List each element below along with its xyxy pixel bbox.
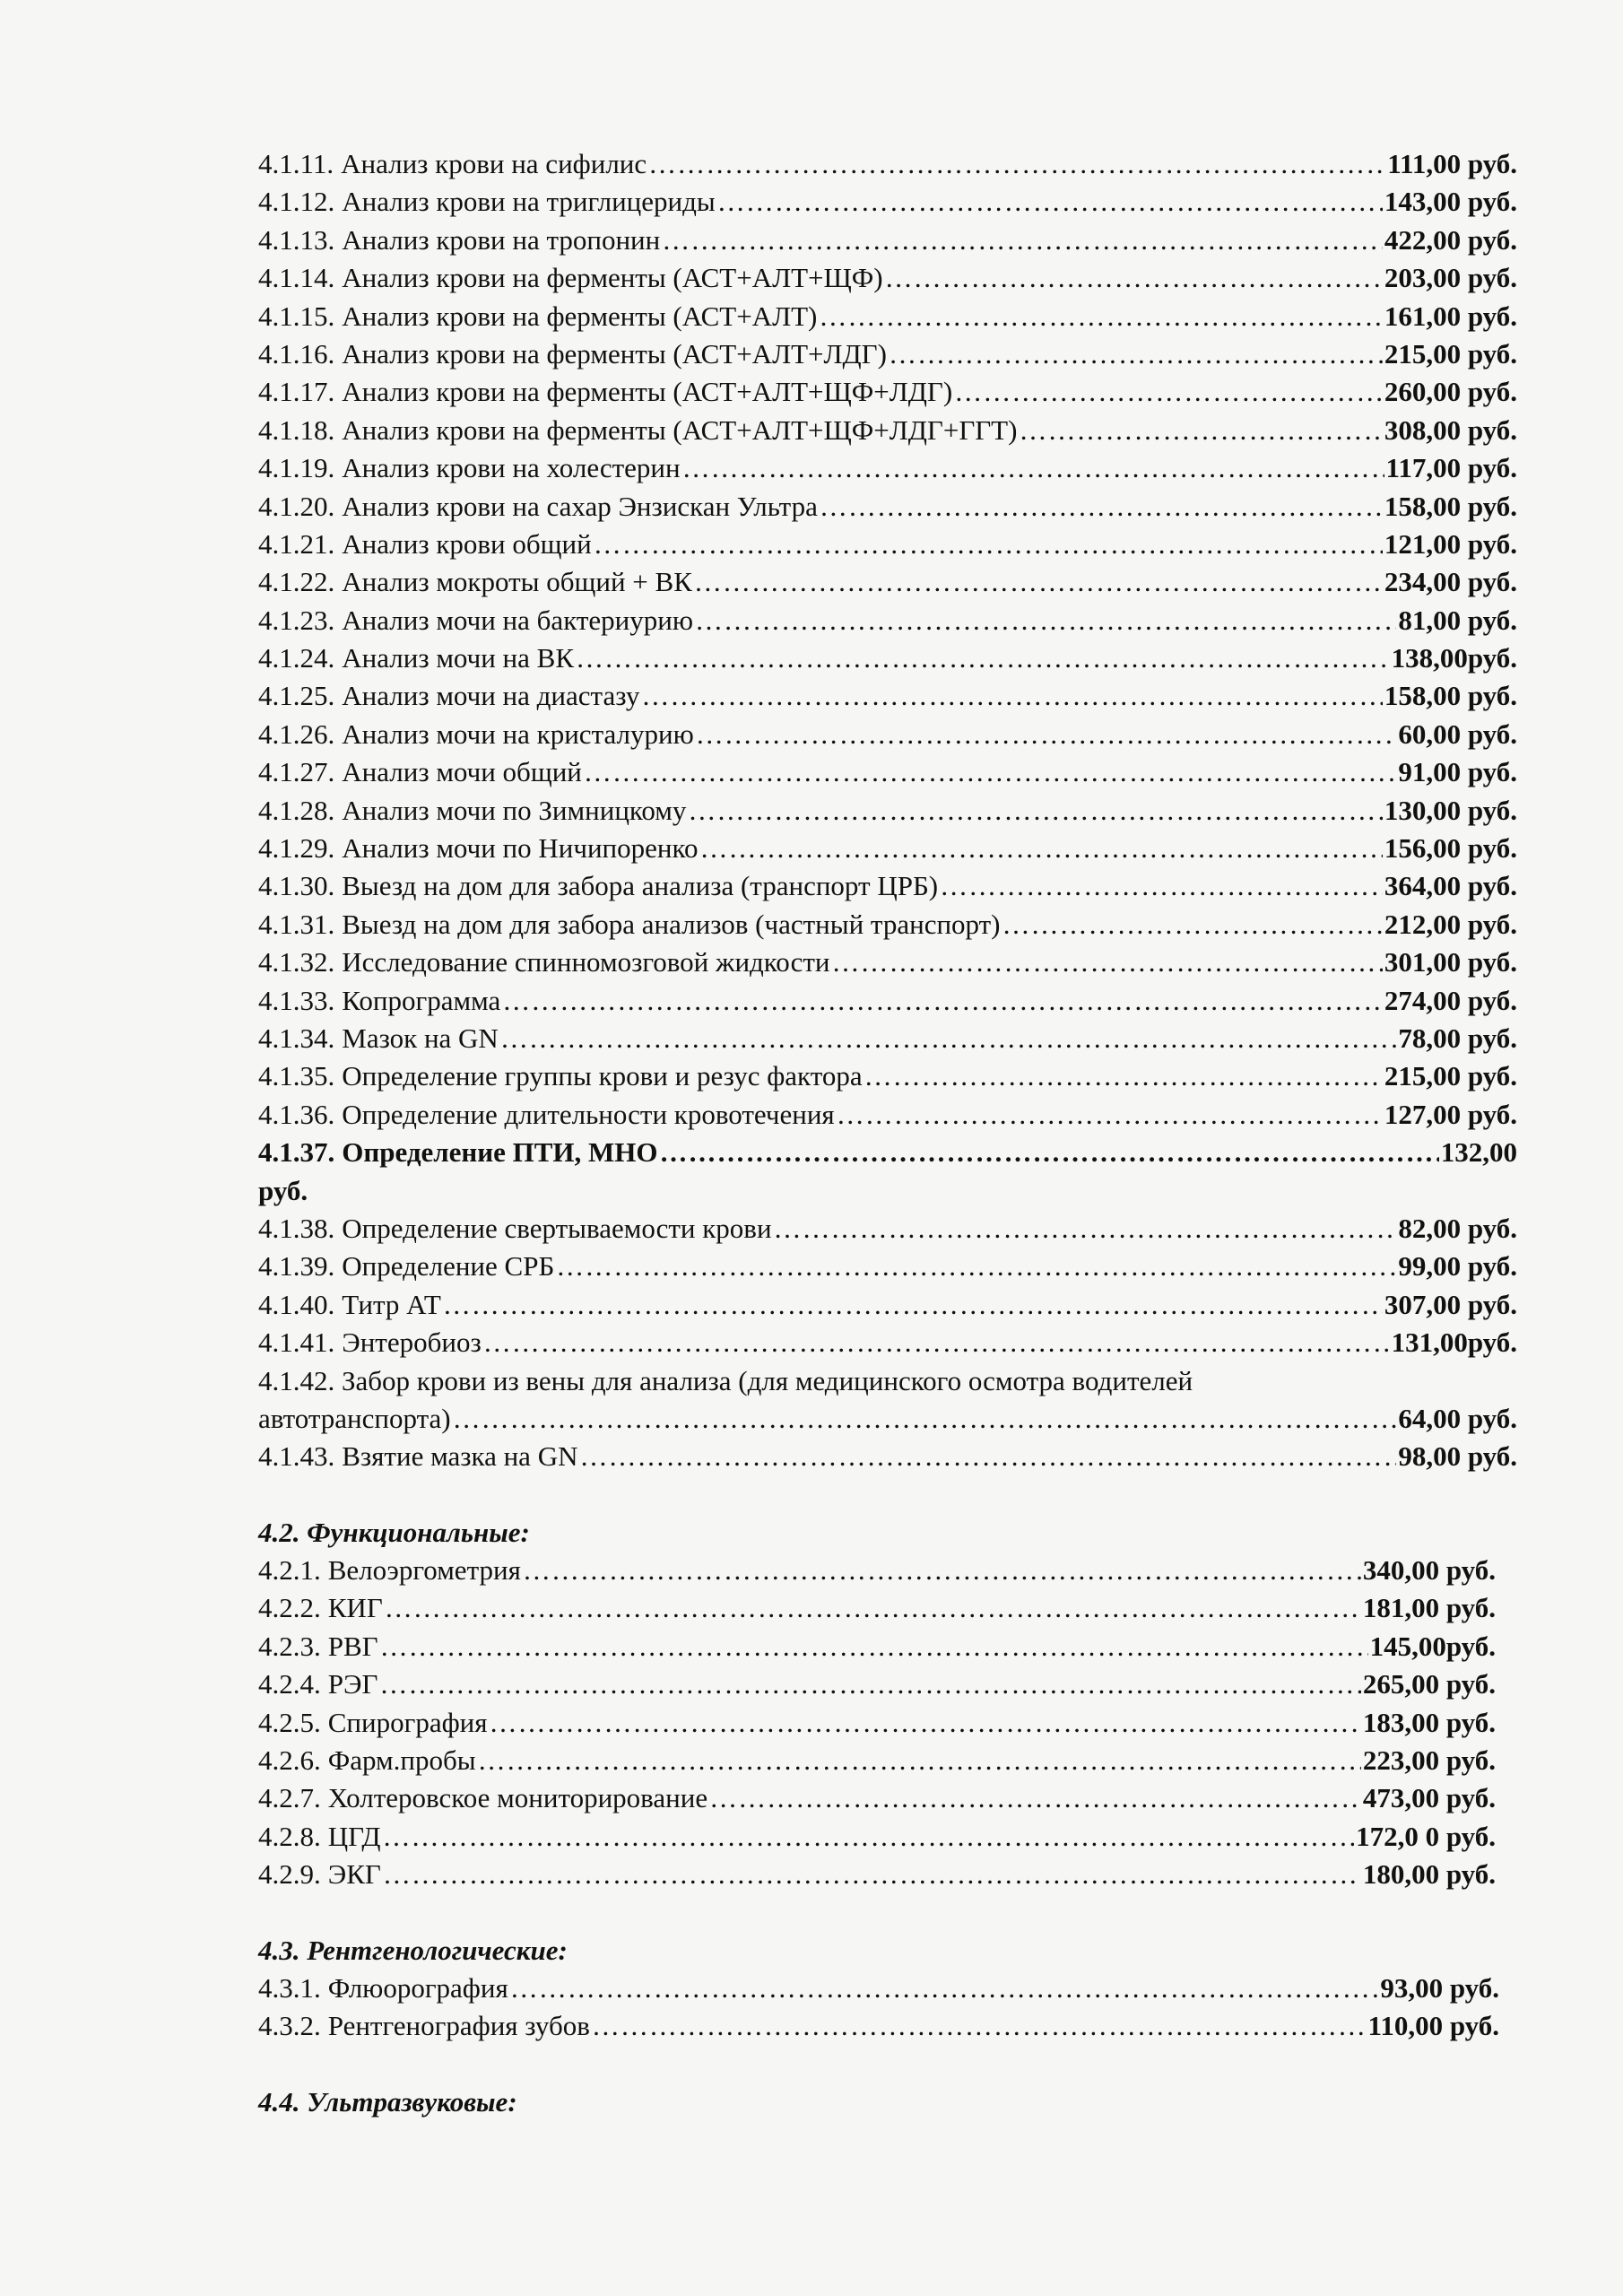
- dot-leader: [774, 1210, 1397, 1248]
- price-row: [258, 1818, 1496, 1856]
- item-code: 4.1.22.: [258, 566, 335, 598]
- item-price-tail: руб.: [258, 1174, 308, 1206]
- item-name-line1: Забор крови из вены для анализа (для медицинского осмотра водителей: [342, 1364, 1193, 1396]
- item-name: Определение ПТИ, МНО: [342, 1136, 658, 1169]
- item-name: Холтеровское мониторирование: [327, 1782, 708, 1814]
- item-price: 64,00 руб.: [1398, 1402, 1517, 1434]
- item-name: Рентгенография зубов: [327, 2010, 590, 2042]
- dot-leader: [382, 1818, 1354, 1856]
- price-row: [258, 753, 1517, 791]
- dot-leader: [556, 1248, 1396, 1285]
- dot-leader: [594, 526, 1383, 563]
- item-price: 473,00 руб.: [1362, 1782, 1496, 1814]
- dot-leader: [641, 677, 1382, 715]
- item-code: 4.1.26.: [258, 718, 335, 750]
- dot-leader: [648, 145, 1385, 183]
- item-name: Определение СРБ: [342, 1250, 555, 1283]
- item-price: 78,00 руб.: [1398, 1022, 1517, 1054]
- item-price: 131,00руб.: [1391, 1326, 1517, 1359]
- section-spacer: [258, 1476, 1623, 1514]
- item-name-line2: автотранспорта): [258, 1402, 451, 1434]
- item-name: Анализ крови на сахар Энзискан Ультра: [342, 490, 818, 522]
- price-row: [258, 183, 1517, 221]
- dot-leader: [579, 1438, 1396, 1475]
- price-row: [258, 1286, 1517, 1324]
- dot-leader: [576, 639, 1390, 677]
- item-code: 4.1.40.: [258, 1288, 335, 1320]
- dot-leader: [717, 183, 1383, 221]
- item-code: 4.3.2.: [258, 2010, 321, 2042]
- item-code: 4.2.1.: [258, 1554, 321, 1587]
- item-price: 60,00 руб.: [1398, 718, 1517, 750]
- item-price: 183,00 руб.: [1362, 1706, 1496, 1738]
- item-code: 4.2.4.: [258, 1668, 321, 1700]
- item-code: 4.1.38.: [258, 1212, 335, 1244]
- item-price: 265,00 руб.: [1362, 1668, 1496, 1700]
- item-code: 4.1.18.: [258, 413, 335, 446]
- item-code: 4.2.3.: [258, 1630, 321, 1662]
- item-price: 234,00 руб.: [1384, 566, 1517, 598]
- dot-leader: [523, 1552, 1361, 1589]
- item-code: 4.2.8.: [258, 1820, 321, 1852]
- item-code: 4.1.20.: [258, 490, 335, 522]
- price-row: [258, 1210, 1517, 1248]
- item-price: 91,00 руб.: [1398, 756, 1517, 788]
- price-row: [258, 259, 1517, 297]
- dot-leader: [694, 563, 1383, 601]
- price-row: [258, 335, 1517, 373]
- price-row: [258, 982, 1517, 1020]
- dot-leader: [831, 944, 1382, 981]
- item-price: 117,00 руб.: [1385, 452, 1517, 484]
- item-code: 4.1.36.: [258, 1098, 335, 1130]
- price-row: [258, 1096, 1517, 1134]
- dot-leader: [483, 1324, 1390, 1361]
- price-row: [258, 373, 1517, 411]
- item-price: 138,00руб.: [1391, 642, 1517, 674]
- item-name: Анализ крови на ферменты (АСТ+АЛТ+ЛДГ): [342, 337, 887, 370]
- item-name: Определение длительности кровотечения: [342, 1098, 835, 1130]
- price-row: [258, 145, 1517, 183]
- price-row: [258, 944, 1517, 981]
- price-row: [258, 1438, 1517, 1475]
- multiline-first: [258, 1362, 1517, 1400]
- item-name: Анализ крови на тропонин: [342, 223, 661, 256]
- item-price: 180,00 руб.: [1362, 1858, 1496, 1891]
- item-code: 4.1.23.: [258, 604, 335, 636]
- item-price: 121,00 руб.: [1384, 527, 1517, 560]
- price-row: [258, 677, 1517, 715]
- item-code: 4.1.11.: [258, 148, 334, 179]
- dot-leader: [954, 373, 1383, 411]
- item-name: Анализ мочи на ВК: [342, 642, 575, 674]
- price-row-bold: [258, 1134, 1517, 1171]
- dot-leader: [443, 1286, 1383, 1324]
- item-code: 4.1.32.: [258, 946, 335, 978]
- price-row-wrap-tail: [258, 1172, 1517, 1210]
- item-price: 422,00 руб.: [1384, 223, 1517, 256]
- item-price: 132,00: [1440, 1136, 1517, 1169]
- item-price: 364,00 руб.: [1384, 870, 1517, 902]
- item-code: 4.2.5.: [258, 1706, 321, 1738]
- price-row: [258, 563, 1517, 601]
- item-price: 161,00 руб.: [1384, 300, 1517, 332]
- item-code: 4.1.39.: [258, 1250, 335, 1283]
- price-row: [258, 298, 1517, 335]
- item-price: 127,00 руб.: [1384, 1098, 1517, 1130]
- price-row-multiline: [258, 1362, 1517, 1439]
- dot-leader: [1019, 412, 1382, 449]
- price-row: [258, 1856, 1496, 1893]
- price-row: [258, 716, 1517, 753]
- item-price: 301,00 руб.: [1384, 946, 1517, 978]
- item-code: 4.3.1.: [258, 1971, 321, 2004]
- section-heading: 4.3. Рентгенологические:: [258, 1934, 568, 1966]
- item-name: Анализ мочи на диастазу: [342, 680, 640, 712]
- item-code: 4.1.30.: [258, 870, 335, 902]
- item-price: 308,00 руб.: [1384, 413, 1517, 446]
- price-row: [258, 830, 1517, 867]
- item-code: 4.1.43.: [258, 1440, 335, 1473]
- item-code: 4.2.2.: [258, 1592, 321, 1624]
- price-row: [258, 1779, 1496, 1817]
- item-code: 4.2.6.: [258, 1744, 321, 1777]
- price-row: [258, 639, 1517, 677]
- dot-leader: [502, 982, 1383, 1020]
- item-price: 145,00руб.: [1369, 1630, 1496, 1662]
- dot-leader: [695, 602, 1396, 639]
- item-name: Выезд на дом для забора анализа (транспорт ЦРБ): [342, 870, 939, 902]
- item-name: Титр АТ: [342, 1288, 441, 1320]
- dot-leader: [889, 335, 1383, 373]
- item-price: 81,00 руб.: [1398, 604, 1517, 636]
- dot-leader: [383, 1856, 1361, 1893]
- item-name: Взятие мазка на GN: [342, 1440, 578, 1473]
- dot-leader: [453, 1400, 1397, 1438]
- price-row: [258, 222, 1517, 259]
- dot-leader: [490, 1704, 1361, 1742]
- item-name: Определение группы крови и резус фактора: [342, 1060, 863, 1092]
- price-row: [258, 2007, 1499, 2045]
- item-name: Анализ крови на ферменты (АСТ+АЛТ+ЩФ+ЛДГ+ГГТ): [342, 413, 1018, 446]
- multiline-second: [258, 1400, 1517, 1438]
- dot-leader: [660, 1134, 1439, 1171]
- item-name: Спирография: [327, 1706, 488, 1738]
- item-name: Анализ крови на триглицериды: [342, 186, 716, 218]
- item-price: 82,00 руб.: [1398, 1212, 1517, 1244]
- item-name: ЦГД: [327, 1820, 381, 1852]
- item-code: 4.1.41.: [258, 1326, 335, 1359]
- item-name: КИГ: [327, 1592, 383, 1624]
- price-row: [258, 449, 1517, 487]
- dot-leader: [478, 1742, 1361, 1779]
- item-price: 340,00 руб.: [1362, 1554, 1496, 1587]
- dot-leader: [820, 488, 1383, 526]
- item-price: 215,00 руб.: [1384, 337, 1517, 370]
- item-name: Анализ крови общий: [342, 527, 592, 560]
- item-code: 4.1.33.: [258, 984, 335, 1016]
- item-name: РВГ: [327, 1630, 378, 1662]
- item-price: 203,00 руб.: [1384, 262, 1517, 294]
- section-functional: [258, 1514, 1496, 1894]
- price-row: [258, 1020, 1517, 1057]
- item-code: 4.1.15.: [258, 300, 335, 332]
- dot-leader: [940, 867, 1383, 905]
- dot-leader: [688, 792, 1382, 830]
- dot-leader: [385, 1589, 1361, 1627]
- dot-leader: [682, 449, 1384, 487]
- item-code: 4.1.27.: [258, 756, 335, 788]
- item-name: Копрограмма: [342, 984, 501, 1016]
- item-name: Анализ мочи по Зимницкому: [342, 794, 687, 826]
- item-price: 93,00 руб.: [1380, 1971, 1499, 2004]
- item-name: Исследование спинномозговой жидкости: [342, 946, 830, 978]
- item-price: 215,00 руб.: [1384, 1060, 1517, 1092]
- item-name: Определение свертываемости крови: [342, 1212, 772, 1244]
- dot-leader: [696, 716, 1397, 753]
- item-name: Энтеробиоз: [342, 1326, 482, 1359]
- item-code: 4.1.24.: [258, 642, 335, 674]
- price-row: [258, 867, 1517, 905]
- price-row: [258, 1704, 1496, 1742]
- item-price: 158,00 руб.: [1384, 680, 1517, 712]
- price-row: [258, 906, 1517, 944]
- item-price: 110,00 руб.: [1367, 2010, 1499, 2042]
- price-row: [258, 602, 1517, 639]
- dot-leader: [380, 1628, 1368, 1665]
- dot-leader: [1002, 906, 1383, 944]
- dot-leader: [885, 259, 1383, 297]
- price-row: [258, 792, 1517, 830]
- section-laboratory-items: [258, 145, 1517, 1476]
- item-code: 4.2.9.: [258, 1858, 321, 1891]
- item-code: 4.1.13.: [258, 223, 335, 256]
- item-name: Фарм.пробы: [327, 1744, 476, 1777]
- item-price: 143,00 руб.: [1384, 186, 1517, 218]
- item-name: ЭКГ: [327, 1858, 381, 1891]
- item-name: Анализ крови на сифилис: [341, 148, 647, 179]
- price-row: [258, 1665, 1496, 1703]
- section-heading: 4.2. Функциональные:: [258, 1516, 530, 1548]
- dot-leader: [819, 298, 1382, 335]
- item-price: 172,0 0 руб.: [1356, 1820, 1496, 1852]
- item-name: Флюорография: [327, 1971, 508, 2004]
- item-code: 4.1.21.: [258, 527, 335, 560]
- section-ultrasound: [258, 2083, 1510, 2121]
- item-code: 4.1.42.: [258, 1364, 335, 1396]
- dot-leader: [709, 1779, 1361, 1817]
- price-row: [258, 1248, 1517, 1285]
- item-name: Мазок на GN: [342, 1022, 499, 1054]
- item-code: 4.1.14.: [258, 262, 335, 294]
- item-name: РЭГ: [327, 1668, 378, 1700]
- item-code: 4.1.16.: [258, 337, 335, 370]
- item-code: 4.1.25.: [258, 680, 335, 712]
- item-code: 4.1.35.: [258, 1060, 335, 1092]
- dot-leader: [662, 222, 1383, 259]
- price-row: [258, 1057, 1517, 1095]
- item-name: Анализ мочи на кристалурию: [342, 718, 694, 750]
- item-name: Анализ мочи на бактериурию: [342, 604, 693, 636]
- dot-leader: [864, 1057, 1383, 1095]
- item-price: 99,00 руб.: [1398, 1250, 1517, 1283]
- item-code: 4.1.37.: [258, 1136, 335, 1169]
- price-row: [258, 1324, 1517, 1361]
- item-name: Велоэргометрия: [327, 1554, 521, 1587]
- dot-leader: [699, 830, 1382, 867]
- item-code: 4.1.34.: [258, 1022, 335, 1054]
- item-name: Анализ мочи общий: [342, 756, 582, 788]
- dot-leader: [510, 1970, 1379, 2007]
- item-code: 4.2.7.: [258, 1782, 321, 1814]
- item-price: 223,00 руб.: [1362, 1744, 1496, 1777]
- dot-leader: [379, 1665, 1360, 1703]
- price-row: [258, 1552, 1496, 1589]
- item-code: 4.1.29.: [258, 832, 335, 865]
- price-row: [258, 412, 1517, 449]
- item-code: 4.1.28.: [258, 794, 335, 826]
- item-name: Анализ мочи по Ничипоренко: [342, 832, 699, 865]
- section-spacer: [258, 2046, 1623, 2083]
- dot-leader: [584, 753, 1396, 791]
- dot-leader: [837, 1096, 1383, 1134]
- dot-leader: [592, 2007, 1367, 2045]
- item-name: Анализ крови на ферменты (АСТ+АЛТ+ЩФ): [342, 262, 883, 294]
- price-row: [258, 1970, 1499, 2007]
- item-price: 274,00 руб.: [1384, 984, 1517, 1016]
- item-code: 4.1.17.: [258, 376, 335, 408]
- price-row: [258, 1589, 1496, 1627]
- dot-leader: [500, 1020, 1396, 1057]
- item-code: 4.1.12.: [258, 186, 335, 218]
- item-price: 130,00 руб.: [1384, 794, 1517, 826]
- item-code: 4.1.19.: [258, 452, 335, 484]
- item-price: 111,00 руб.: [1387, 148, 1517, 179]
- item-price: 156,00 руб.: [1384, 832, 1517, 865]
- section-heading: 4.4. Ультразвуковые:: [258, 2085, 517, 2118]
- item-price: 158,00 руб.: [1384, 490, 1517, 522]
- item-name: Анализ мокроты общий + ВК: [342, 566, 692, 598]
- item-price: 260,00 руб.: [1384, 376, 1517, 408]
- price-row: [258, 488, 1517, 526]
- price-row: [258, 1742, 1496, 1779]
- item-price: 181,00 руб.: [1362, 1592, 1496, 1624]
- item-name: Выезд на дом для забора анализов (частный транспорт): [342, 908, 1001, 940]
- item-price: 212,00 руб.: [1384, 908, 1517, 940]
- item-price: 307,00 руб.: [1384, 1288, 1517, 1320]
- price-row: [258, 1628, 1496, 1665]
- section-radiology: [258, 1932, 1499, 2046]
- section-spacer: [258, 1894, 1623, 1932]
- item-name: Анализ крови на ферменты (АСТ+АЛТ): [342, 300, 818, 332]
- item-code: 4.1.31.: [258, 908, 335, 940]
- item-name: Анализ крови на ферменты (АСТ+АЛТ+ЩФ+ЛДГ): [342, 376, 953, 408]
- item-name: Анализ крови на холестерин: [342, 452, 681, 484]
- price-row: [258, 526, 1517, 563]
- item-price: 98,00 руб.: [1398, 1440, 1517, 1473]
